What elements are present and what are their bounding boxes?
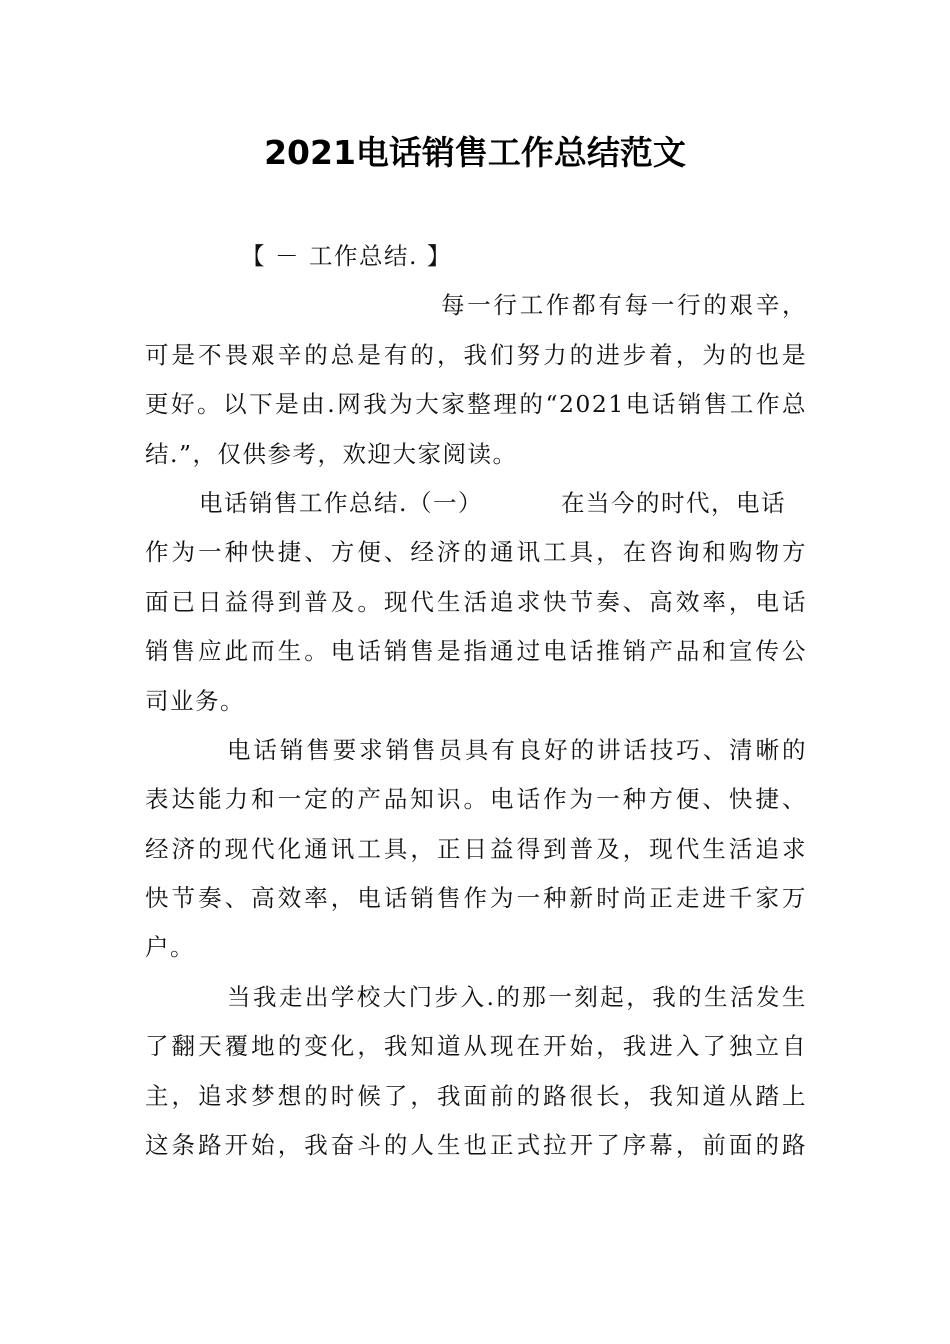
document-title: 2021电话销售工作总结范文	[264, 133, 686, 172]
section-first-line	[145, 479, 807, 528]
paragraph-line: 户。	[145, 933, 195, 962]
category-tag: 【 － 工作总结. 】	[241, 242, 452, 270]
paragraph-line: 表达能力和一定的产品知识。电话作为一种方便、快捷、	[145, 785, 807, 814]
paragraph-line: 主，追求梦想的时候了，我面前的路很长，我知道从踏上	[145, 1081, 807, 1110]
section-line: 作为一种快捷、方便、经济的通讯工具，在咨询和购物方	[145, 538, 807, 567]
paragraph-line: 经济的现代化通讯工具，正日益得到普及，现代生活追求	[145, 834, 807, 863]
intro-line: 可是不畏艰辛的总是有的，我们努力的进步着，为的也是	[145, 340, 807, 369]
intro-line: 更好。以下是由.网我为大家整理的“2021电话销售工作总	[145, 390, 807, 419]
section-line: 司业务。	[145, 686, 245, 715]
intro-line: 结.”，仅供参考，欢迎大家阅读。	[145, 439, 518, 468]
section-line: 面已日益得到普及。现代生活追求快节奏、高效率，电话	[145, 587, 807, 616]
paragraph-line: 了翻天覆地的变化，我知道从现在开始，我进入了独立自	[145, 1032, 807, 1061]
document-body	[145, 232, 807, 1170]
paragraph-line: 这条路开始，我奋斗的人生也正式拉开了序幕，前面的路	[145, 1131, 807, 1160]
paragraph-line: 当我走出学校大门步入.的那一刻起，我的生活发生	[227, 982, 807, 1011]
paragraph-line: 快节奏、高效率，电话销售作为一种新时尚正走进千家万	[145, 884, 807, 913]
section-line: 在当今的时代，电话	[560, 488, 786, 517]
intro-line: 每一行工作都有每一行的艰辛，	[441, 291, 807, 320]
paragraph-line: 电话销售要求销售员具有良好的讲话技巧、清晰的	[227, 735, 807, 764]
section-line: 销售应此而生。电话销售是指通过电话推销产品和宣传公	[145, 637, 807, 666]
section-heading: 电话销售工作总结.（一）	[199, 488, 483, 517]
